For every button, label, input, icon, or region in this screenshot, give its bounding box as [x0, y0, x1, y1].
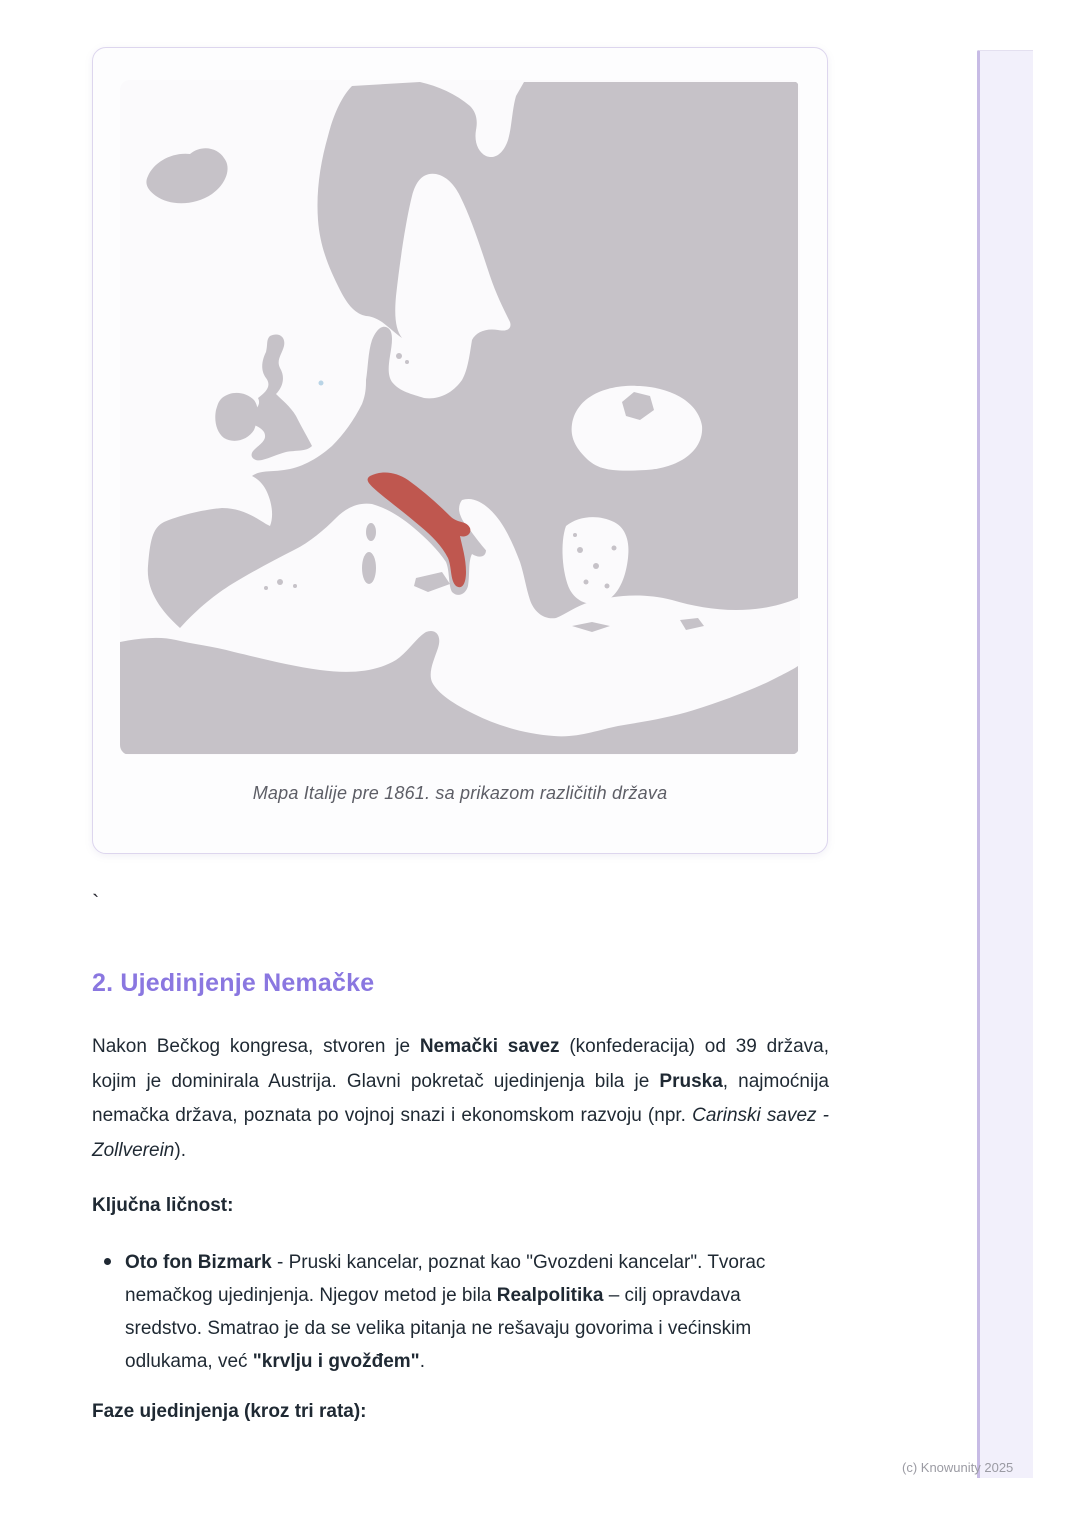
bullet-dot-icon — [104, 1258, 111, 1265]
section-heading: 2. Ujedinjenje Nemačke — [92, 969, 375, 997]
europe-map-svg — [120, 80, 800, 755]
stray-backtick: ` — [92, 890, 100, 915]
copyright-text: (c) Knowunity 2025 — [902, 1460, 1014, 1475]
intro-paragraph: Nakon Bečkog kongresa, stvoren je Nemački savez (konfederacija) od 39 država, kojim je dominirala Austrija. Glavni pokretač ujedinjenja bila je Pruska, najmoćnija nemačka država, poznata po vojnoj snazi i ekonomskom razvoju (npr. Carinski savez - Zollverein). — [92, 1036, 829, 1161]
key-person-label: Ključna ličnost: — [92, 1195, 234, 1216]
list-item — [92, 1246, 804, 1378]
corsica — [366, 523, 376, 541]
ijsselmeer-lake — [319, 381, 324, 386]
map-figure-card — [92, 47, 828, 854]
list-item-text: Oto fon Bizmark - Pruski kancelar, poznat kao "Gvozdeni kancelar". Tvorac nemačkog ujedinjenja. Njegov metod je bila Realpolitika – cilj opravdava sredstvo. Smatrao je da se velika pitanja ne rešavaju govorima i većinskim odlukama, već "krvlju i gvožđem". — [125, 1252, 766, 1372]
sardinia — [362, 552, 376, 584]
europe-locator-map-image[interactable] — [120, 80, 800, 755]
next-page-edge-panel — [977, 50, 1033, 1478]
key-person-list — [92, 1246, 804, 1378]
figure-caption: Mapa Italije pre 1861. sa prikazom različitih država — [252, 783, 668, 803]
phases-label: Faze ujedinjenja (kroz tri rata): — [92, 1401, 367, 1422]
